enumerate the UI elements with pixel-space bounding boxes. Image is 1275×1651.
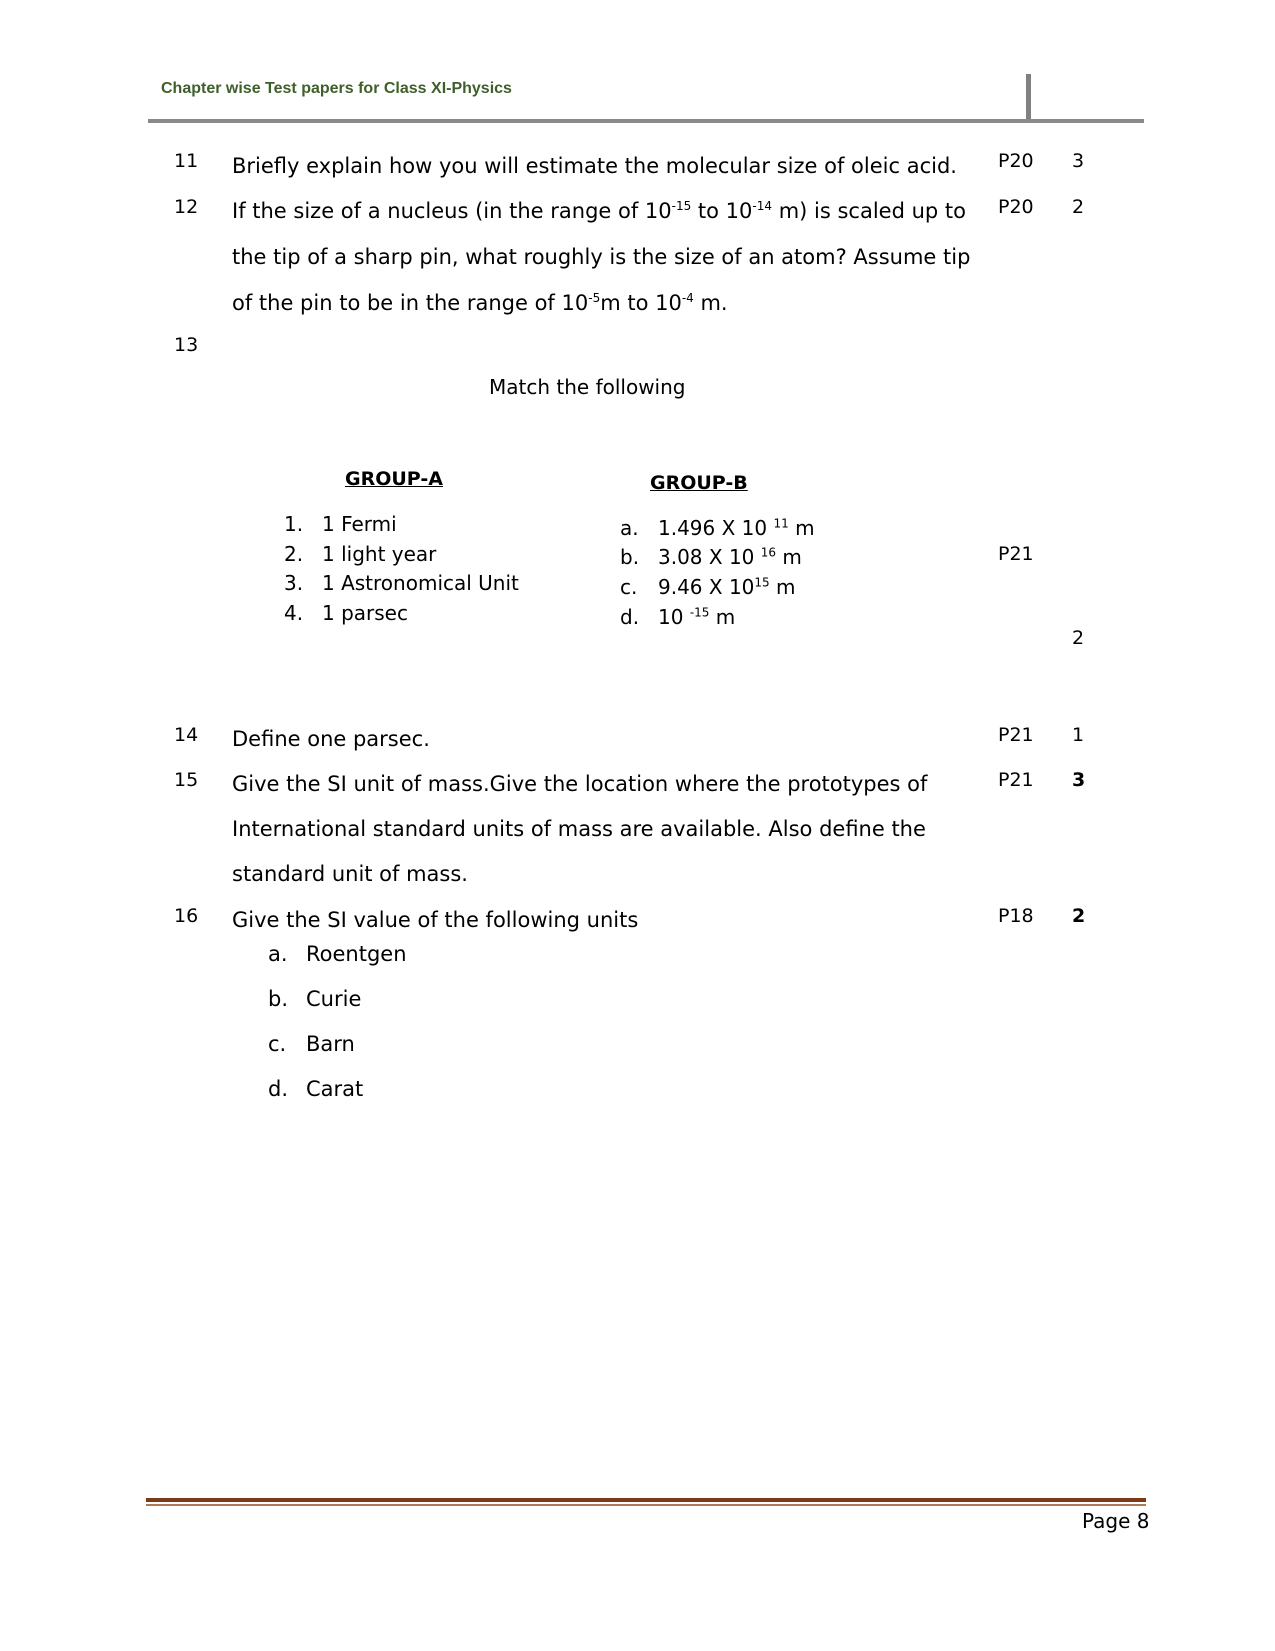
group-a-item [284, 598, 408, 628]
list-item [268, 987, 361, 1011]
question-15-marks: 3 [1072, 769, 1086, 791]
list-text: 1 light year [322, 542, 437, 566]
group-a-item [284, 539, 436, 569]
list-text: m [776, 545, 802, 569]
question-12-line-1 [232, 188, 966, 234]
match-instruction: Match the following [489, 375, 686, 399]
superscript: -15 [689, 605, 710, 620]
question-11-marks: 3 [1072, 150, 1085, 172]
list-label: a. [620, 516, 639, 540]
question-12-line-3 [232, 280, 728, 326]
footer-rule-thin [146, 1504, 1146, 1506]
question-13-ref: P21 [998, 543, 1034, 565]
question-number-14: 14 [174, 724, 199, 746]
header-title: Chapter wise Test papers for Class XI-Physics [161, 80, 512, 97]
list-item [268, 1077, 363, 1101]
list-text: 3.08 X 10 [658, 545, 761, 569]
header-divider [1026, 74, 1031, 120]
superscript: 16 [760, 545, 777, 560]
group-a-title: GROUP-A [345, 468, 443, 490]
superscript: -14 [752, 199, 773, 213]
question-16-ref: P18 [998, 905, 1034, 927]
list-text: Curie [306, 987, 362, 1011]
question-14-ref: P21 [998, 724, 1034, 746]
list-text: Carat [306, 1077, 364, 1101]
text-span: If the size of a nucleus (in the range of 10 [232, 199, 672, 223]
group-a-item [284, 568, 519, 598]
question-12-line-2: the tip of a sharp pin, what roughly is the size of an atom? Assume tip [232, 245, 971, 269]
list-label: a. [268, 942, 288, 966]
list-label: 2. [284, 542, 304, 566]
list-text: Roentgen [306, 942, 407, 966]
question-16-text: Give the SI value of the following units [232, 908, 639, 932]
question-number-15: 15 [174, 769, 199, 791]
question-12-marks: 2 [1072, 196, 1085, 218]
list-label: d. [620, 605, 640, 629]
list-label: c. [268, 1032, 287, 1056]
question-15-line-1: Give the SI unit of mass.Give the location where the prototypes of [232, 772, 928, 796]
superscript: -5 [588, 291, 601, 305]
list-label: 3. [284, 571, 304, 595]
list-text: 1 parsec [322, 601, 408, 625]
text-span: m) is scaled up to [772, 199, 966, 223]
group-b-item [620, 602, 735, 632]
question-15-line-3: standard unit of mass. [232, 862, 468, 886]
list-text: Barn [306, 1032, 355, 1056]
question-16-marks: 2 [1072, 905, 1086, 927]
group-b-item [620, 542, 802, 572]
group-b-title: GROUP-B [650, 472, 748, 494]
list-text: 1 Fermi [322, 512, 397, 536]
question-12-ref: P20 [998, 196, 1034, 218]
list-text: 9.46 X 10 [658, 575, 755, 599]
header-rule [148, 119, 1144, 123]
list-text: m [709, 605, 736, 629]
list-label: 1. [284, 512, 304, 536]
question-number-13: 13 [174, 334, 199, 356]
question-15-ref: P21 [998, 769, 1034, 791]
question-number-11: 11 [174, 150, 199, 172]
text-span: of the pin to be in the range of 10 [232, 291, 589, 315]
question-number-12: 12 [174, 196, 199, 218]
question-14-marks: 1 [1072, 724, 1085, 746]
question-11-text: Briefly explain how you will estimate the molecular size of oleic acid. [232, 154, 957, 178]
superscript: 11 [773, 516, 789, 531]
text-span: m. [693, 291, 728, 315]
list-text: 10 [658, 605, 690, 629]
list-item [268, 1032, 355, 1056]
group-b-item [620, 513, 815, 543]
question-number-16: 16 [174, 905, 199, 927]
group-b-item [620, 572, 796, 602]
text-span: m to 10 [600, 291, 682, 315]
list-text: 1.496 X 10 [658, 516, 774, 540]
list-label: d. [268, 1077, 289, 1101]
text-span: to 10 [691, 199, 753, 223]
question-11-ref: P20 [998, 150, 1034, 172]
list-text: 1 Astronomical Unit [322, 571, 519, 595]
list-text: m [788, 516, 815, 540]
footer-rule [146, 1498, 1146, 1502]
list-label: c. [620, 575, 638, 599]
question-13-marks: 2 [1072, 627, 1085, 649]
list-label: b. [268, 987, 289, 1011]
question-14-text: Define one parsec. [232, 727, 430, 751]
superscript: -15 [671, 199, 692, 213]
list-item [268, 942, 407, 966]
group-a-item [284, 509, 397, 539]
superscript: 15 [754, 575, 770, 590]
list-text: m [769, 575, 796, 599]
list-label: 4. [284, 601, 304, 625]
page-number: Page 8 [1082, 1509, 1150, 1533]
list-label: b. [620, 545, 640, 569]
superscript: -4 [681, 291, 694, 305]
question-15-line-2: International standard units of mass are available. Also define the [232, 817, 926, 841]
